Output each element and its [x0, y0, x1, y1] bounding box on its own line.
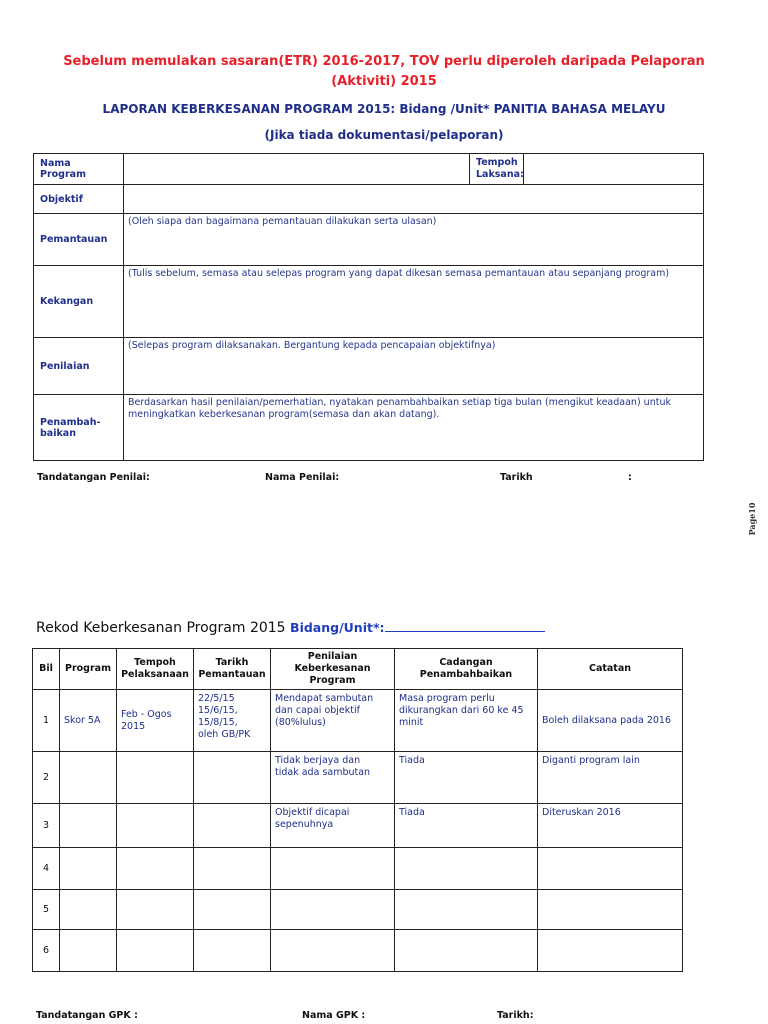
header-cadangan	[395, 649, 538, 690]
row-catatan[interactable]: Boleh dilaksana pada 2016	[538, 690, 683, 752]
table-row	[33, 690, 683, 752]
penambah-label-line-1: Penambah-	[40, 416, 101, 428]
table-row	[33, 848, 683, 890]
row-program[interactable]	[60, 930, 117, 972]
header-program: Program	[60, 649, 117, 690]
penambahbaikan-field[interactable]	[124, 395, 704, 461]
notice-line-2: (Aktiviti) 2015	[331, 74, 437, 89]
row-penilaian-line-2: dan capai objektif	[275, 705, 360, 716]
row-penilaian-line-1: Objektif dicapai	[275, 807, 350, 818]
row-penilaian-line-1: Tidak berjaya dan	[275, 755, 361, 766]
row-cadangan[interactable]	[395, 690, 538, 752]
header-tarikh-line-2: Pemantauan	[198, 669, 266, 680]
penambahbaikan-label	[34, 395, 124, 461]
row-bil: 5	[33, 890, 60, 930]
page-number	[738, 500, 762, 540]
row-catatan[interactable]	[538, 890, 683, 930]
header-tempoh-line-1: Tempoh	[134, 657, 176, 668]
row-tarikh[interactable]	[194, 752, 271, 804]
record-title	[36, 620, 545, 636]
row-tarikh-line-2: 15/6/15,	[198, 705, 238, 716]
tandatangan-penilai-label: Tandatangan Penilai:	[37, 472, 150, 483]
row-penilaian[interactable]	[271, 804, 395, 848]
record-table	[32, 648, 683, 972]
record-header-row	[33, 649, 683, 690]
header-penilaian-line-2: Keberkesanan	[294, 663, 371, 674]
kekangan-label: Kekangan	[34, 266, 124, 338]
row-tarikh[interactable]	[194, 930, 271, 972]
header-catatan: Catatan	[538, 649, 683, 690]
row-program[interactable]	[60, 848, 117, 890]
row-cadangan-line-2: dikurangkan dari 60 ke 45	[399, 705, 524, 716]
report-subtitle: (Jika tiada dokumentasi/pelaporan)	[264, 128, 504, 142]
row-catatan[interactable]	[538, 930, 683, 972]
row-bil: 6	[33, 930, 60, 972]
report-title: LAPORAN KEBERKESANAN PROGRAM 2015: Bidang /Unit* PANITIA BAHASA MELAYU	[102, 102, 666, 116]
row-program[interactable]: Skor 5A	[60, 690, 117, 752]
row-penilaian[interactable]	[271, 848, 395, 890]
row-cadangan-line-1: Masa program perlu	[399, 693, 495, 704]
row-tempoh-line-1: Feb - Ogos	[121, 708, 172, 720]
nama-penilai-label: Nama Penilai:	[265, 472, 340, 483]
table-row	[33, 890, 683, 930]
row-tarikh[interactable]	[194, 848, 271, 890]
row-tarikh-line-3: 15/8/15,	[198, 717, 238, 728]
objektif-field[interactable]	[124, 185, 704, 214]
row-bil: 1	[33, 690, 60, 752]
row-penilaian-line-1: Mendapat sambutan	[275, 693, 374, 704]
header-penilaian	[271, 649, 395, 690]
table-row	[33, 930, 683, 972]
row-penilaian[interactable]	[271, 930, 395, 972]
row-program[interactable]	[60, 804, 117, 848]
record-unit-blank[interactable]	[385, 620, 545, 632]
program-report-form	[33, 153, 704, 461]
row-cadangan[interactable]: Tiada	[395, 752, 538, 804]
row-penilaian-line-2: tidak ada sambutan	[275, 767, 371, 778]
tempoh-label-line-1: Tempoh	[476, 157, 518, 168]
row-bil: 4	[33, 848, 60, 890]
header-tempoh-line-2: Pelaksanaan	[121, 669, 189, 680]
header-bil: Bil	[33, 649, 60, 690]
table-row	[33, 752, 683, 804]
tarikh-gpk-label: Tarikh:	[497, 1010, 534, 1021]
pemantauan-label: Pemantauan	[34, 214, 124, 266]
row-program[interactable]	[60, 890, 117, 930]
header-penilaian-line-3: Program	[309, 675, 356, 686]
row-catatan[interactable]: Diteruskan 2016	[538, 804, 683, 848]
row-tarikh-line-4: oleh GB/PK	[198, 729, 251, 740]
row-tempoh[interactable]	[117, 930, 194, 972]
row-tempoh[interactable]	[117, 690, 194, 752]
nama-program-field[interactable]	[124, 154, 470, 185]
header-cadangan-line-1: Cadangan	[439, 657, 493, 668]
row-tempoh-line-2: 2015	[121, 720, 146, 732]
row-tarikh[interactable]	[194, 690, 271, 752]
row-catatan[interactable]	[538, 848, 683, 890]
row-tempoh[interactable]	[117, 848, 194, 890]
nama-program-label: Nama Program	[34, 154, 124, 185]
tarikh-colon: :	[628, 472, 632, 483]
row-cadangan-line-3: minit	[399, 717, 424, 728]
objektif-label: Objektif	[34, 185, 124, 214]
penambah-hint-line-2: meningkatkan keberkesanan program(semasa dan akan datang).	[128, 409, 440, 420]
row-penilaian[interactable]	[271, 752, 395, 804]
row-bil: 2	[33, 752, 60, 804]
row-cadangan[interactable]: Tiada	[395, 804, 538, 848]
header-tarikh	[194, 649, 271, 690]
penambah-hint-line-1: Berdasarkan hasil penilaian/pemerhatian, nyatakan penambahbaikan setiap tiga bulan (mengikut keadaan) untuk	[128, 397, 671, 408]
row-catatan[interactable]: Diganti program lain	[538, 752, 683, 804]
page-number-text: Page10	[747, 502, 757, 536]
row-penilaian[interactable]	[271, 890, 395, 930]
row-bil: 3	[33, 804, 60, 848]
row-tarikh[interactable]	[194, 890, 271, 930]
tarikh-label: Tarikh	[500, 472, 533, 483]
record-unit-label: Bidang/Unit*:	[290, 620, 385, 635]
nama-gpk-label: Nama GPK :	[302, 1010, 366, 1021]
penilaian-label: Penilaian	[34, 338, 124, 395]
penambah-label-line-2: baikan	[40, 427, 76, 439]
header-penilaian-line-1: Penilaian	[307, 651, 358, 662]
pemantauan-field[interactable]: (Oleh siapa dan bagaimana pemantauan dilakukan serta ulasan)	[124, 214, 704, 266]
tempoh-laksana-label	[470, 154, 524, 185]
table-row	[33, 804, 683, 848]
row-penilaian-line-3: (80%lulus)	[275, 717, 326, 728]
row-penilaian-line-2: sepenuhnya	[275, 819, 334, 830]
notice-line-1: Sebelum memulakan sasaran(ETR) 2016-2017, TOV perlu diperoleh daripada Pelaporan	[63, 54, 705, 69]
penilaian-field[interactable]: (Selepas program dilaksanakan. Bergantung kepada pencapaian objektifnya)	[124, 338, 704, 395]
header-tarikh-line-1: Tarikh	[215, 657, 249, 668]
row-cadangan[interactable]	[395, 848, 538, 890]
kekangan-field[interactable]: (Tulis sebelum, semasa atau selepas program yang dapat dikesan semasa pemantauan atau sepanjang program)	[124, 266, 704, 338]
header-tempoh	[117, 649, 194, 690]
tandatangan-gpk-label: Tandatangan GPK :	[36, 1010, 138, 1021]
row-tempoh[interactable]	[117, 804, 194, 848]
notice-heading	[60, 52, 708, 92]
row-program[interactable]	[60, 752, 117, 804]
record-title-text: Rekod Keberkesanan Program 2015	[36, 620, 291, 636]
row-tempoh[interactable]	[117, 890, 194, 930]
tempoh-laksana-field[interactable]	[524, 154, 704, 185]
tempoh-label-line-2: Laksana:	[476, 169, 524, 180]
row-tarikh[interactable]	[194, 804, 271, 848]
row-cadangan[interactable]	[395, 930, 538, 972]
row-tarikh-line-1: 22/5/15	[198, 693, 235, 704]
row-cadangan[interactable]	[395, 890, 538, 930]
row-tempoh[interactable]	[117, 752, 194, 804]
header-cadangan-line-2: Penambahbaikan	[419, 669, 513, 680]
row-penilaian[interactable]	[271, 690, 395, 752]
